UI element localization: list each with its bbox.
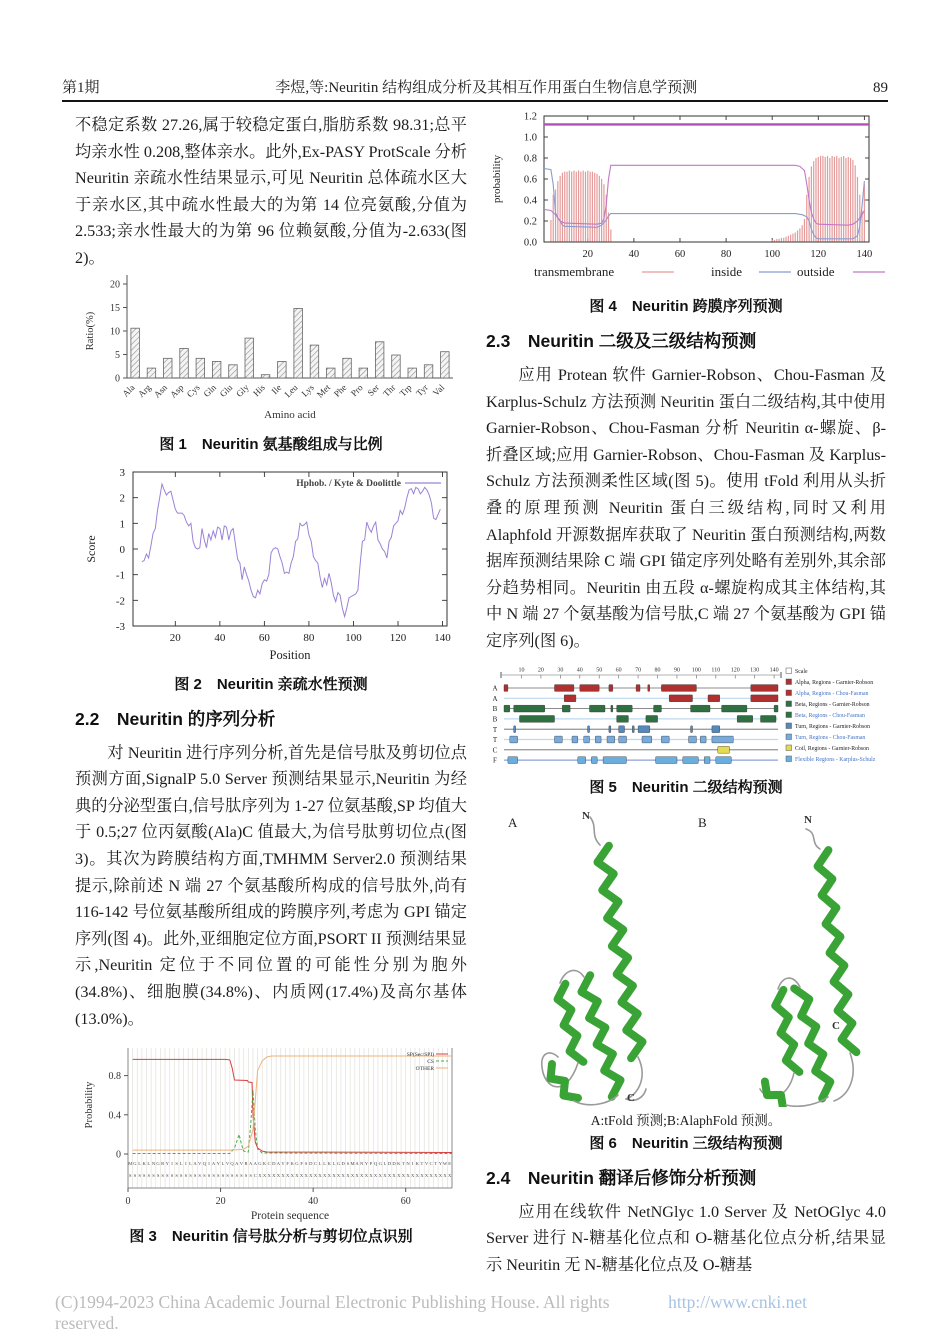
svg-text:A: A xyxy=(235,1161,239,1167)
svg-text:S: S xyxy=(212,1173,215,1179)
svg-text:N: N xyxy=(406,1161,410,1167)
svg-text:120: 120 xyxy=(389,631,407,644)
figure1-amino-acid-bar-chart xyxy=(79,272,463,430)
svg-text:Cys: Cys xyxy=(184,381,202,399)
svg-text:D: D xyxy=(341,1161,345,1167)
svg-text:0.4: 0.4 xyxy=(108,1110,121,1122)
svg-text:S: S xyxy=(198,1173,201,1179)
svg-text:C: C xyxy=(832,1019,840,1032)
svg-text:T: T xyxy=(434,1161,438,1167)
svg-text:20: 20 xyxy=(215,1196,226,1208)
svg-text:L: L xyxy=(332,1161,336,1167)
page-number: 89 xyxy=(873,80,888,96)
svg-text:Position: Position xyxy=(269,647,311,662)
svg-text:-2: -2 xyxy=(115,594,125,607)
svg-text:130: 130 xyxy=(750,667,760,674)
svg-text:20: 20 xyxy=(110,279,120,291)
svg-text:K: K xyxy=(262,1161,267,1167)
svg-text:Ratio(%): Ratio(%) xyxy=(85,311,96,350)
svg-text:K: K xyxy=(142,1161,146,1167)
svg-text:X: X xyxy=(448,1173,452,1179)
svg-text:S: S xyxy=(179,1173,183,1179)
svg-text:S: S xyxy=(249,1173,252,1179)
svg-text:X: X xyxy=(350,1173,355,1179)
svg-text:X: X xyxy=(313,1173,318,1179)
svg-text:X: X xyxy=(286,1173,290,1179)
svg-text:SP(Sec/SPI): SP(Sec/SPI) xyxy=(406,1052,434,1059)
svg-text:Ala: Ala xyxy=(120,381,137,399)
svg-text:-1: -1 xyxy=(115,569,125,582)
svg-text:C: C xyxy=(267,1161,271,1167)
svg-text:K: K xyxy=(415,1161,419,1167)
svg-text:Beta, Regions - Chou-Fasman: Beta, Regions - Chou-Fasman xyxy=(795,712,865,719)
svg-text:W: W xyxy=(442,1161,448,1167)
figure-1 xyxy=(75,272,467,454)
svg-text:OTHER: OTHER xyxy=(415,1066,434,1073)
svg-text:X: X xyxy=(424,1173,429,1179)
svg-text:80: 80 xyxy=(654,667,661,674)
svg-text:X: X xyxy=(369,1173,373,1179)
svg-text:Alpha, Regions - Chou-Fasman: Alpha, Regions - Chou-Fasman xyxy=(795,690,869,697)
svg-text:20: 20 xyxy=(537,667,544,674)
svg-text:0: 0 xyxy=(116,1149,121,1161)
svg-text:15: 15 xyxy=(110,302,120,314)
svg-text:C: C xyxy=(492,745,498,754)
svg-text:A: A xyxy=(492,694,498,703)
svg-text:X: X xyxy=(397,1173,401,1179)
svg-text:X: X xyxy=(295,1173,299,1179)
svg-text:X: X xyxy=(332,1173,336,1179)
figure-5 xyxy=(486,663,886,797)
svg-text:Pro: Pro xyxy=(348,381,365,398)
svg-text:His: His xyxy=(251,381,267,398)
svg-text:L: L xyxy=(221,1161,225,1167)
svg-text:Probability: Probability xyxy=(84,1081,95,1129)
svg-text:T: T xyxy=(401,1161,405,1167)
svg-text:L: L xyxy=(318,1161,322,1167)
svg-text:Glu: Glu xyxy=(217,381,235,399)
svg-text:M: M xyxy=(350,1161,355,1167)
svg-text:10: 10 xyxy=(518,667,525,674)
section-2-3-heading: 2.3 Neuritin 二级及三级结构预测 xyxy=(486,331,757,351)
svg-text:Asn: Asn xyxy=(151,381,170,400)
figure6-note: A:tFold 预测;B:AlaphFold 预测。 xyxy=(590,1112,782,1128)
svg-text:F: F xyxy=(300,1161,303,1167)
svg-text:60: 60 xyxy=(258,631,270,644)
svg-text:Coil, Regions - Garnier-Robson: Coil, Regions - Garnier-Robson xyxy=(795,745,869,752)
svg-text:1.0: 1.0 xyxy=(523,132,537,144)
svg-text:S: S xyxy=(221,1173,225,1179)
left-column xyxy=(75,112,467,1254)
figure4-caption: 图 4 Neuritin 跨膜序列预测 xyxy=(589,298,783,315)
svg-text:Arg: Arg xyxy=(136,381,153,399)
svg-text:K: K xyxy=(327,1161,331,1167)
figure6-tertiary-structure-ribbons xyxy=(486,805,886,1107)
svg-text:S: S xyxy=(235,1173,239,1179)
svg-text:B: B xyxy=(492,715,498,724)
svg-text:X: X xyxy=(360,1173,364,1179)
svg-text:Turn, Regions - Garnier-Robson: Turn, Regions - Garnier-Robson xyxy=(795,723,871,730)
svg-text:1: 1 xyxy=(119,517,125,530)
svg-text:Ile: Ile xyxy=(269,381,284,396)
svg-text:K: K xyxy=(290,1161,294,1167)
section-2-4-heading: 2.4 Neuritin 翻译后修饰分析预测 xyxy=(486,1167,757,1188)
svg-text:S: S xyxy=(152,1173,155,1179)
svg-text:110: 110 xyxy=(711,667,721,674)
svg-text:Q: Q xyxy=(230,1161,234,1167)
svg-text:X: X xyxy=(262,1173,267,1179)
svg-text:S: S xyxy=(244,1173,248,1179)
svg-text:R: R xyxy=(244,1161,248,1167)
svg-text:B: B xyxy=(492,704,498,713)
figure-3 xyxy=(75,1038,467,1246)
svg-text:Thr: Thr xyxy=(381,381,398,399)
svg-text:A: A xyxy=(193,1161,197,1167)
section-2-4-body: 应用在线软件 NetNGlyc 1.0 Server 及 NetOGlyc 4.0 Server 进行 N-糖基化位点和 O-糖基化位点分析,结果显示 Neuritin 无 N-糖基化位点及 O-糖基 xyxy=(486,1202,886,1274)
svg-text:S: S xyxy=(147,1173,151,1179)
svg-text:A: A xyxy=(249,1161,253,1167)
svg-text:40: 40 xyxy=(628,249,640,260)
copyright-text: (C)1994-2023 China Academic Journal Electronic Publishing House. All rights reserved. xyxy=(55,1292,610,1333)
svg-text:Y: Y xyxy=(165,1161,169,1167)
svg-text:A: A xyxy=(508,814,518,830)
svg-text:20: 20 xyxy=(169,631,181,644)
svg-text:I: I xyxy=(171,1161,173,1167)
svg-text:L: L xyxy=(383,1161,387,1167)
svg-text:0.6: 0.6 xyxy=(523,174,537,186)
svg-text:E: E xyxy=(448,1161,452,1167)
svg-text:S: S xyxy=(170,1173,174,1179)
svg-text:Y: Y xyxy=(364,1161,369,1167)
figure5-secondary-structure-tracks xyxy=(486,663,886,773)
svg-text:V: V xyxy=(198,1161,202,1167)
svg-text:D: D xyxy=(387,1161,392,1167)
svg-text:L: L xyxy=(138,1161,142,1167)
section-2-2-body: 对 Neuritin 进行序列分析,首先是信号肽及剪切位点预测方面,SignalP 5.0 Server 预测结果显示,Neuritin 为经典的分泌型蛋白,信号肽序列为 1-27 位氨基酸,SP 均值大于 0.5;27 位丙氨酸(Ala)C 值最大,为信号肽剪切位点(图 3)。其次为跨膜结构方面,TMHMM Server2.0 预测结果提示,除前述 N 端 27 个氨基酸所构成的信号肽外,尚有 116-142 号位氨基酸所组成的跨膜序列,考虑为 GPI 锚定序列(图 4)。此外,亚细胞定位方面,PSORT II 预测结果显示,Neuritin 定位于不同位置的可能性分别为胞外(34.8%)、细胞膜(34.8%)、内质网(17.4%)及高尔基体(13.0%)。 xyxy=(75,743,467,1028)
svg-text:S: S xyxy=(230,1173,234,1179)
figure2-caption: 图 2 Neuritin 亲疏水性预测 xyxy=(174,675,368,693)
svg-text:G: G xyxy=(378,1161,382,1167)
figure-6 xyxy=(486,805,886,1153)
svg-text:F: F xyxy=(493,756,497,765)
svg-text:N: N xyxy=(151,1161,156,1167)
svg-text:0.8: 0.8 xyxy=(523,153,537,165)
svg-text:S: S xyxy=(161,1173,164,1179)
svg-text:S: S xyxy=(207,1173,211,1179)
svg-text:S: S xyxy=(133,1173,137,1179)
svg-text:140: 140 xyxy=(856,249,873,260)
svg-text:0.4: 0.4 xyxy=(523,195,537,207)
svg-text:K: K xyxy=(397,1161,401,1167)
svg-text:X: X xyxy=(304,1173,308,1179)
figure4-transmembrane-chart xyxy=(486,106,886,292)
svg-text:X: X xyxy=(411,1173,415,1179)
svg-text:S: S xyxy=(156,1173,160,1179)
svg-text:I: I xyxy=(411,1161,414,1167)
svg-text:Protein sequence: Protein sequence xyxy=(250,1210,330,1223)
svg-text:G: G xyxy=(295,1161,299,1167)
svg-text:CS: CS xyxy=(427,1059,434,1066)
svg-text:S: S xyxy=(226,1173,229,1179)
svg-text:L: L xyxy=(189,1161,192,1167)
svg-text:D: D xyxy=(309,1161,313,1167)
svg-text:X: X xyxy=(336,1173,341,1179)
svg-text:Flexible Regions - Karplus-Sch: Flexible Regions - Karplus-Schulz xyxy=(795,756,876,763)
cnki-url-link[interactable]: http://www.cnki.net xyxy=(668,1292,807,1312)
running-title: 李煜,等:Neuritin 结构组成分析及其相互作用蛋白生物信息学预测 xyxy=(275,80,698,96)
svg-text:N: N xyxy=(360,1161,364,1167)
svg-text:inside: inside xyxy=(711,264,743,279)
svg-text:X: X xyxy=(401,1173,406,1179)
svg-text:0: 0 xyxy=(119,543,125,556)
svg-text:D: D xyxy=(392,1161,396,1167)
svg-text:60: 60 xyxy=(615,667,622,674)
svg-text:Asp: Asp xyxy=(168,381,186,400)
figure6-caption: 图 6 Neuritin 三级结构预测 xyxy=(589,1134,783,1152)
svg-text:X: X xyxy=(383,1173,387,1179)
svg-text:R: R xyxy=(161,1161,165,1167)
svg-text:C: C xyxy=(313,1161,318,1167)
svg-text:G: G xyxy=(336,1161,341,1167)
svg-text:100: 100 xyxy=(764,249,781,260)
figure2-hydrophobicity-line-chart xyxy=(79,462,463,670)
svg-text:A: A xyxy=(492,684,498,693)
svg-text:1.2: 1.2 xyxy=(523,111,537,123)
svg-text:60: 60 xyxy=(674,249,686,260)
figure-4 xyxy=(486,106,886,316)
svg-text:V: V xyxy=(239,1161,244,1167)
svg-text:S: S xyxy=(304,1161,308,1167)
svg-text:Hphob. / Kyte & Doolittle: Hphob. / Kyte & Doolittle xyxy=(296,478,401,489)
svg-text:10: 10 xyxy=(110,326,120,338)
svg-text:P: P xyxy=(369,1161,373,1167)
svg-text:X: X xyxy=(318,1173,322,1179)
svg-text:M: M xyxy=(128,1161,133,1167)
svg-text:60: 60 xyxy=(400,1196,411,1208)
svg-text:D: D xyxy=(272,1161,276,1167)
svg-text:S: S xyxy=(193,1173,197,1179)
svg-text:X: X xyxy=(258,1173,262,1179)
svg-text:Score: Score xyxy=(84,534,98,563)
svg-text:T: T xyxy=(420,1161,424,1167)
svg-text:70: 70 xyxy=(635,667,642,674)
svg-text:140: 140 xyxy=(769,667,779,674)
svg-text:F: F xyxy=(286,1161,289,1167)
svg-text:Q: Q xyxy=(373,1161,378,1167)
svg-text:X: X xyxy=(272,1173,276,1179)
svg-text:S: S xyxy=(142,1173,146,1179)
svg-text:5: 5 xyxy=(115,349,120,361)
svg-text:90: 90 xyxy=(673,667,680,674)
paragraph-protparam: 不稳定系数 27.26,属于较稳定蛋白,脂肪系数 98.31;总平均亲水性 0.208,整体亲水。此外,Ex-PASY ProtScale 分析 Neuritin 亲疏水性结果显示,可见 Neuritin 总体疏水区大于亲水区,其中疏水性最大的为第 14 位亮氨酸,分值为 2.533;亲水性最大的为第 96 位赖氨酸,分值为-2.633(图 2)。 xyxy=(75,116,467,267)
svg-text:Amino acid: Amino acid xyxy=(264,408,316,421)
svg-text:N: N xyxy=(804,813,812,826)
svg-text:C: C xyxy=(253,1173,257,1179)
svg-text:40: 40 xyxy=(308,1196,319,1208)
svg-text:X: X xyxy=(443,1173,447,1179)
svg-text:X: X xyxy=(364,1173,369,1179)
svg-text:Scale: Scale xyxy=(795,668,808,675)
svg-text:probability: probability xyxy=(491,154,503,204)
journal-issue: 第1期 xyxy=(62,80,100,96)
figure5-caption: 图 5 Neuritin 二级结构预测 xyxy=(589,778,783,796)
svg-text:S: S xyxy=(189,1173,192,1179)
svg-text:X: X xyxy=(341,1173,345,1179)
svg-text:outside: outside xyxy=(797,264,835,279)
svg-text:X: X xyxy=(429,1173,433,1179)
svg-text:Trp: Trp xyxy=(397,381,414,398)
section-2-2-heading: 2.2 Neuritin 的序列分析 xyxy=(75,708,276,729)
svg-text:0.0: 0.0 xyxy=(523,237,537,249)
header-rule xyxy=(62,100,888,102)
svg-text:Ser: Ser xyxy=(365,381,382,398)
page-footer xyxy=(55,1292,807,1334)
svg-text:S: S xyxy=(217,1173,220,1179)
svg-text:G: G xyxy=(133,1161,137,1167)
figure3-signal-peptide-chart xyxy=(78,1038,464,1222)
figure-2 xyxy=(75,462,467,694)
svg-text:X: X xyxy=(406,1173,410,1179)
svg-text:140: 140 xyxy=(434,631,451,644)
svg-text:S: S xyxy=(175,1173,178,1179)
svg-text:X: X xyxy=(434,1173,438,1179)
svg-text:L: L xyxy=(323,1161,327,1167)
svg-text:Q: Q xyxy=(202,1161,207,1167)
svg-text:X: X xyxy=(355,1173,359,1179)
figure1-caption: 图 1 Neuritin 氨基酸组成与比例 xyxy=(159,435,383,453)
section-2-3-body: 应用 Protean 软件 Garnier-Robson、Chou-Fasman 及 Karplus-Schulz 方法预测 Neuritin 蛋白二级结构,其中使用 Garnier-Robson、Chou-Fasman 分析 Neuritin α-螺旋、β-折叠区域;应用 Garnier-Robson、Chou-Fasman 及 Karplus-Schulz 方法预测柔性区域(图 5)。使用 tFold 利用从头折叠的原理预测 Neuritin 蛋白三级结构,同时又利用 Alaphfold 开源数据库获取了 Neuritin 蛋白预测结构,两数据库预测结果除 C 端 GPI 锚定序列处略有差别外,其余部分趋势相同。Neuritin 由五段 α-螺旋构成其主体结构,其中 N 端 27 个氨基酸为信号肽,C 端 27 个氨基酸为 GPI 锚定序列(图 6)。 xyxy=(486,366,886,650)
svg-text:40: 40 xyxy=(214,631,226,644)
svg-text:40: 40 xyxy=(576,667,583,674)
svg-text:30: 30 xyxy=(557,667,564,674)
svg-text:S: S xyxy=(184,1173,188,1179)
svg-text:Beta, Regions - Garnier-Robson: Beta, Regions - Garnier-Robson xyxy=(795,701,870,708)
svg-text:0.8: 0.8 xyxy=(108,1071,121,1083)
svg-text:A: A xyxy=(355,1161,359,1167)
svg-text:2: 2 xyxy=(119,492,125,505)
svg-text:X: X xyxy=(299,1173,304,1179)
svg-text:50: 50 xyxy=(596,667,603,674)
svg-text:V: V xyxy=(225,1161,230,1167)
svg-text:Y: Y xyxy=(438,1161,443,1167)
svg-text:A: A xyxy=(276,1161,281,1167)
svg-text:L: L xyxy=(179,1161,183,1167)
svg-text:Tyr: Tyr xyxy=(414,381,430,398)
svg-text:L: L xyxy=(147,1161,151,1167)
svg-text:V: V xyxy=(281,1161,285,1167)
svg-text:B: B xyxy=(698,814,707,830)
svg-text:X: X xyxy=(281,1173,285,1179)
svg-text:I: I xyxy=(208,1161,210,1167)
svg-text:S: S xyxy=(346,1161,350,1167)
svg-text:N: N xyxy=(582,809,590,822)
svg-text:Lys: Lys xyxy=(299,381,316,399)
figure3-caption: 图 3 Neuritin 信号肽分析与剪切位点识别 xyxy=(129,1228,413,1246)
svg-text:T: T xyxy=(492,725,498,734)
svg-text:S: S xyxy=(175,1161,178,1167)
svg-text:G: G xyxy=(156,1161,160,1167)
svg-text:X: X xyxy=(327,1173,331,1179)
svg-text:A: A xyxy=(211,1161,216,1167)
svg-text:Gly: Gly xyxy=(234,381,251,399)
svg-text:3: 3 xyxy=(119,466,125,479)
svg-text:X: X xyxy=(346,1173,350,1179)
svg-text:T: T xyxy=(492,735,498,744)
svg-text:Met: Met xyxy=(314,381,333,400)
svg-text:X: X xyxy=(276,1173,281,1179)
svg-text:80: 80 xyxy=(720,249,732,260)
svg-text:I: I xyxy=(185,1161,187,1167)
svg-text:X: X xyxy=(267,1173,271,1179)
svg-text:X: X xyxy=(290,1173,294,1179)
svg-text:120: 120 xyxy=(810,249,827,260)
svg-text:S: S xyxy=(166,1173,169,1179)
svg-text:100: 100 xyxy=(691,667,701,674)
svg-text:S: S xyxy=(129,1173,132,1179)
svg-text:X: X xyxy=(420,1173,424,1179)
svg-text:Y: Y xyxy=(216,1161,220,1167)
page-header xyxy=(62,76,888,97)
svg-text:Phe: Phe xyxy=(331,381,349,399)
svg-text:Turn, Regions - Chou-Fasman: Turn, Regions - Chou-Fasman xyxy=(795,734,866,741)
svg-text:Val: Val xyxy=(430,381,447,398)
svg-text:X: X xyxy=(392,1173,396,1179)
svg-text:Leu: Leu xyxy=(282,381,300,399)
svg-text:A: A xyxy=(253,1161,257,1167)
svg-text:100: 100 xyxy=(345,631,362,644)
right-column xyxy=(486,106,886,1278)
svg-text:0: 0 xyxy=(115,373,120,385)
svg-text:S: S xyxy=(138,1173,141,1179)
svg-text:X: X xyxy=(387,1173,392,1179)
svg-text:X: X xyxy=(309,1173,313,1179)
svg-text:120: 120 xyxy=(730,667,740,674)
svg-text:C: C xyxy=(429,1161,433,1167)
svg-text:S: S xyxy=(240,1173,243,1179)
svg-text:Alpha, Regions - Garnier-Robso: Alpha, Regions - Garnier-Robson xyxy=(795,679,874,686)
svg-text:-3: -3 xyxy=(115,620,125,633)
svg-text:Gln: Gln xyxy=(201,381,219,399)
svg-text:S: S xyxy=(203,1173,206,1179)
svg-text:C: C xyxy=(627,1091,635,1104)
svg-text:V: V xyxy=(424,1161,429,1167)
svg-text:20: 20 xyxy=(582,249,594,260)
svg-text:0.2: 0.2 xyxy=(523,216,537,228)
svg-text:X: X xyxy=(373,1173,378,1179)
svg-text:X: X xyxy=(438,1173,443,1179)
svg-text:80: 80 xyxy=(303,631,315,644)
svg-text:X: X xyxy=(323,1173,327,1179)
svg-text:X: X xyxy=(415,1173,419,1179)
svg-text:0: 0 xyxy=(125,1196,131,1208)
svg-text:transmembrane: transmembrane xyxy=(534,264,615,279)
svg-text:G: G xyxy=(258,1161,262,1167)
svg-text:X: X xyxy=(378,1173,382,1179)
